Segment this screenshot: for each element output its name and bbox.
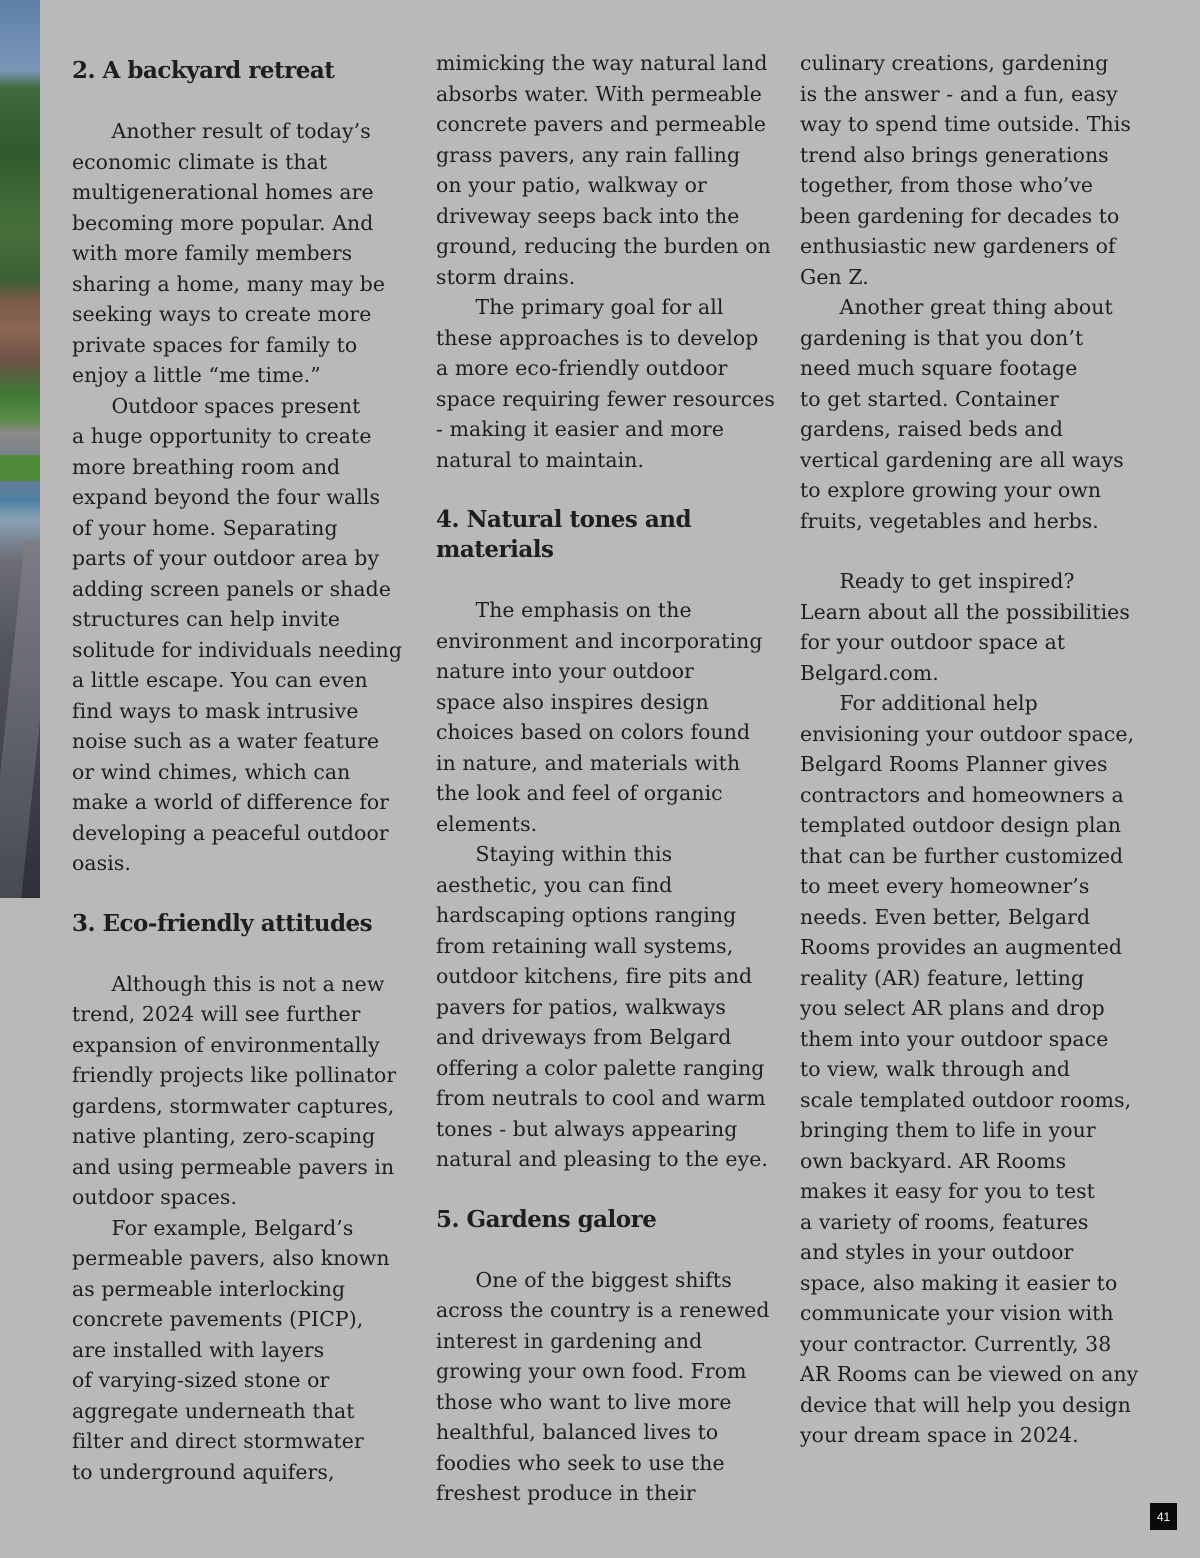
heading-natural-tones: 4. Natural tones and materials (436, 506, 692, 563)
heading-gardens-galore: 5. Gardens galore (436, 1205, 657, 1233)
paragraph: The primary goal for all these approaches is to develop a more eco-friendly outdoor space requiring fewer resources - making it easier and more natural to maintain. (436, 295, 775, 472)
page-number-badge: 41 (1150, 1503, 1177, 1530)
article-column-1 (72, 48, 412, 1487)
paragraph: Staying within this aesthetic, you can find hardscaping options ranging from retaining wall systems, outdoor kitchens, fire pits and pavers for patios, walkways and driveways from Belgard offering a color palette ranging from neutrals to cool and warm tones - but always appearing natural and pleasing to the eye. (436, 842, 768, 1171)
paragraph: The emphasis on the environment and incorporating nature into your outdoor space also inspires design choices based on colors found in nature, and materials with the look and feel of organic elements. (436, 598, 763, 836)
paragraph: One of the biggest shifts across the country is a renewed interest in gardening and growing your own food. From those who want to live more healthful, balanced lives to foodies who seek to use the freshest produce in their (436, 1267, 770, 1505)
paragraph-call-to-action: Ready to get inspired? Learn about all the possibilities for your outdoor space at Belgard.com. (800, 569, 1130, 685)
photo-paver-slab (0, 540, 40, 898)
paragraph: For additional help envisioning your outdoor space, Belgard Rooms Planner gives contractors and homeowners a templated outdoor design plan that can be further customized to meet every homeowner’s needs. Even better, Belgard Rooms provides an augmented reality (AR) feature, letting you select AR plans and drop them into your outdoor space to view, walk through and scale templated outdoor rooms, bringing them to life in your own backyard. AR Rooms makes it easy for you to test a variety of rooms, features and styles in your outdoor space, also making it easier to communicate your vision with your contractor. Currently, 38 AR Rooms can be viewed on any device that will help you design your dream space in 2024. (800, 691, 1139, 1447)
paragraph: Outdoor spaces present a huge opportunity to create more breathing room and expand beyond the four walls of your home. Separating parts of your outdoor area by adding screen panels or shade structures can help invite solitude for individuals needing a little escape. You can even find ways to mask intrusive noise such as a water feature or wind chimes, which can make a world of difference for developing a peaceful outdoor oasis. (72, 393, 403, 875)
paragraph: culinary creations, gardening is the answer - and a fun, easy way to spend time outside. This trend also brings generations together, from those who’ve been gardening for decades to enthusiastic new gardeners of Gen Z. (800, 51, 1131, 289)
paragraph: Another great thing about gardening is that you don’t need much square footage to get started. Container gardens, raised beds and vertical gardening are all ways to explore growing your own fruits, vegetables and herbs. (800, 295, 1124, 533)
paragraph: Although this is not a new trend, 2024 will see further expansion of environmentally friendly projects like pollinator gardens, stormwater captures, native planting, zero-scaping and using permeable pavers in outdoor spaces. (72, 971, 397, 1209)
heading-eco-friendly: 3. Eco-friendly attitudes (72, 909, 373, 937)
paragraph: mimicking the way natural land absorbs water. With permeable concrete pavers and permeable grass pavers, any rain falling on your patio, walkway or driveway seeps back into the ground, reducing the burden on storm drains. (436, 51, 771, 289)
cropped-backyard-photo (0, 0, 40, 898)
heading-backyard-retreat: 2. A backyard retreat (72, 57, 335, 84)
article-column-2 (436, 48, 781, 1509)
article-column-3 (800, 48, 1145, 1451)
photo-hedge (0, 455, 40, 481)
paragraph: Another result of today’s economic climate is that multigenerational homes are becoming more popular. And with more family members sharing a home, many may be seeking ways to create more private spaces for family to enjoy a little “me time.” (72, 119, 386, 387)
paragraph: For example, Belgard’s permeable pavers, also known as permeable interlocking concrete pavements (PICP), are installed with layers of varying-sized stone or aggregate underneath that filter and direct stormwater to underground aquifers, (72, 1215, 390, 1484)
